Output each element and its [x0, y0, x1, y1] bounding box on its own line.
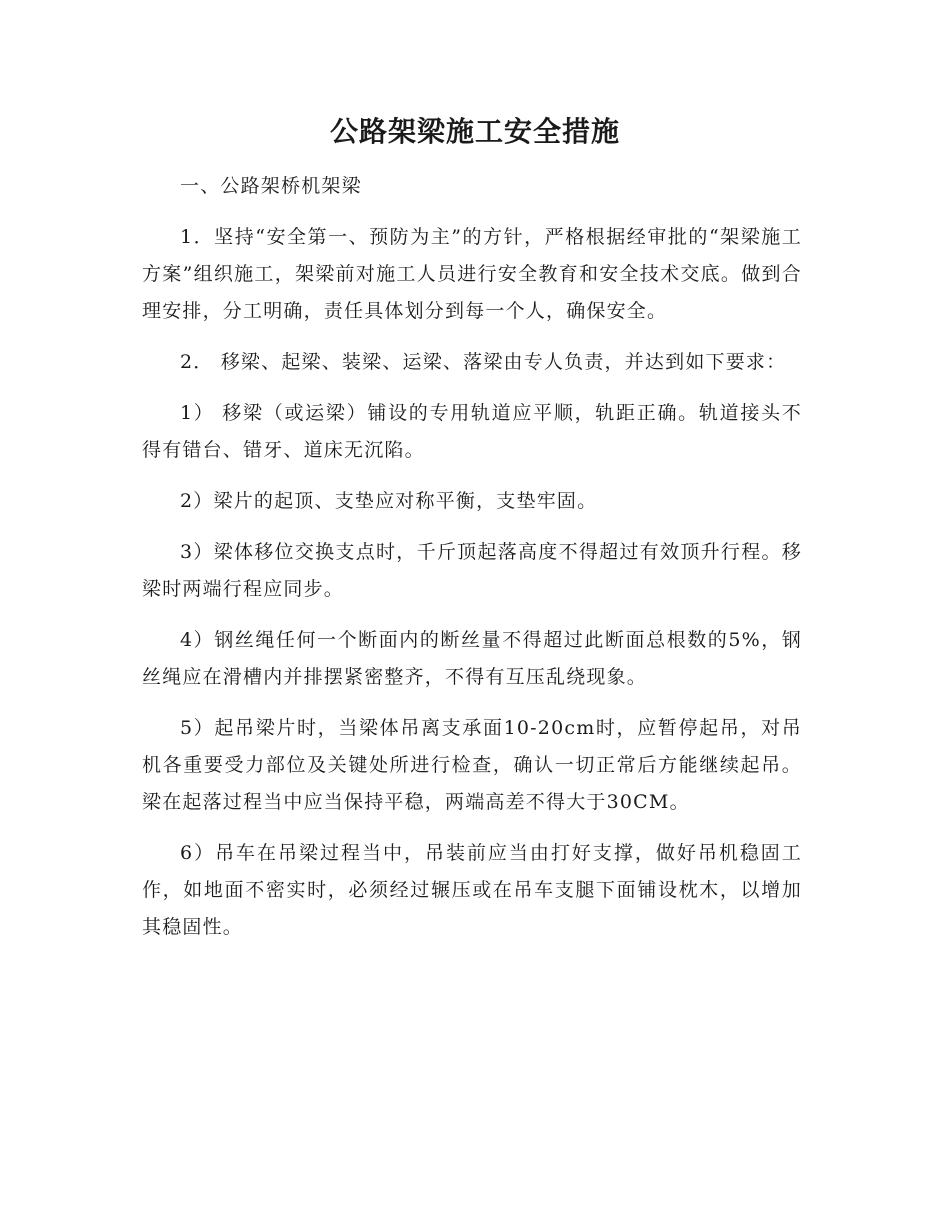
paragraph-2-2: 2）梁片的起顶、支垫应对称平衡，支垫牢固。 — [180, 490, 598, 512]
paragraph-2: 2． 移梁、起梁、装梁、运梁、落梁由专人负责，并达到如下要求： — [180, 351, 787, 373]
paragraph-2-5: 5）起吊梁片时，当梁体吊离支承面10-20cm时，应暂停起吊，对吊机各重要受力部位及关键处所进行检查，确认一切正常后方能继续起吊。梁在起落过程当中应当保持平稳，两端高差不得大于30CM。 — [142, 717, 802, 813]
paragraph-2-6: 6）吊车在吊梁过程当中，吊装前应当由打好支撑，做好吊机稳固工作，如地面不密实时，必须经过辗压或在吊车支腿下面铺设枕木，以增加其稳固性。 — [142, 842, 802, 938]
paragraph-2-1: 1） 移梁（或运梁）铺设的专用轨道应平顺，轨距正确。轨道接头不得有错台、错牙、道床无沉陷。 — [142, 402, 802, 461]
page-title: 公路架梁施工安全措施 — [329, 115, 620, 148]
document-body — [142, 168, 802, 946]
paragraph-2-3: 3）梁体移位交换支点时，千斤顶起落高度不得超过有效顶升行程。移梁时两端行程应同步。 — [142, 541, 802, 600]
section-heading: 一、公路架桥机架梁 — [180, 175, 362, 197]
paragraph-1: 1．坚持“安全第一、预防为主”的方针，严格根据经审批的“架梁施工方案”组织施工，架梁前对施工人员进行安全教育和安全技术交底。做到合理安排，分工明确，责任具体划分到每一个人，确保安全。 — [142, 226, 802, 322]
paragraph-2-4: 4）钢丝绳任何一个断面内的断丝量不得超过此断面总根数的5%，钢丝绳应在滑槽内并排摆紧密整齐，不得有互压乱绕现象。 — [142, 629, 802, 688]
